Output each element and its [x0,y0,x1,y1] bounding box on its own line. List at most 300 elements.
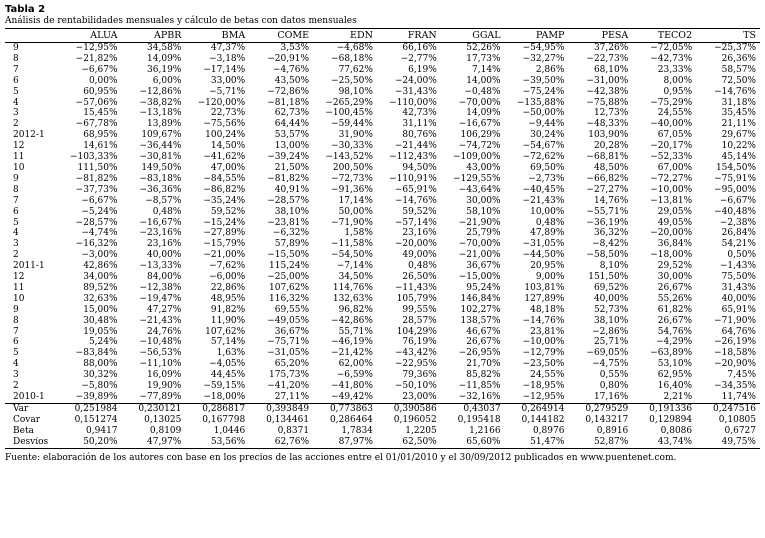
table-cell: 49,75% [696,437,760,448]
table-cell: 0,00% [88,75,118,86]
table-cell: −4,05% [209,359,246,370]
table-cell: 107,62% [205,326,246,337]
table-cell: 0,144182 [521,414,565,425]
returns-table [5,28,760,449]
row-label: 4 [13,359,19,370]
table-cell: −25,37% [714,43,756,53]
table-row [5,185,760,196]
table-cell: 55,26% [657,293,693,304]
table-cell: −28,57% [75,217,118,228]
table-cell: −3,18% [209,53,246,64]
table-cell: −22,95% [394,359,437,370]
table-cell: 0,286464 [329,414,373,425]
row-label: 8 [13,53,19,64]
row-label: 10 [13,162,25,173]
table-cell: 3,53% [280,43,310,53]
table-cell: 48,18% [530,304,565,315]
table-row [5,294,760,305]
table-cell: −49,42% [331,392,373,402]
table-cell: 53,57% [274,130,310,141]
table-row [5,207,760,218]
row-label: 4 [13,97,19,108]
table-cell: 69,52% [593,282,629,293]
table-cell: 154,50% [715,162,756,173]
table-row [5,381,760,392]
table-cell: 0,393849 [249,403,313,414]
row-label: 12 [13,141,25,152]
table-cell: −8,42% [592,239,629,250]
table-cell: 88,00% [83,359,118,370]
table-cell: −52,33% [650,152,693,163]
table-cell: 54,76% [657,326,693,337]
table-cell: 42,73% [402,108,437,119]
table-cell: 103,90% [588,130,629,141]
table-row [5,163,760,174]
table-cell: 0,95% [663,86,693,97]
table-cell: 10,22% [721,141,756,152]
table-cell: 5,24% [88,337,118,348]
table-cell: 66,16% [402,43,437,53]
table-cell: −21,42% [331,348,373,359]
table-cell: −40,45% [522,184,565,195]
table-cell: −25,50% [331,75,373,86]
header-apbr: APBR [122,29,186,43]
table-cell: −36,44% [139,141,182,152]
row-label: 7 [13,64,19,75]
table-cell: −18,00% [203,392,246,402]
table-cell: 15,45% [83,108,118,119]
table-cell: −23,16% [139,228,182,239]
table-cell: 46,67% [466,326,501,337]
table-row [5,370,760,381]
row-label: Var [5,403,58,414]
table-cell: 7,14% [472,64,501,75]
table-cell: −69,05% [586,348,629,359]
table-cell: 32,63% [83,293,118,304]
table-cell: −26,95% [458,348,501,359]
table-cell: −81,82% [267,173,310,184]
table-cell: 30,24% [530,130,565,141]
table-cell: 0,264914 [505,403,569,414]
table-cell: 14,50% [210,141,246,152]
table-cell: 21,11% [721,119,756,130]
table-cell: 0,195418 [457,414,501,425]
table-cell: 23,33% [657,64,693,75]
table-cell: −6,67% [81,195,118,206]
table-cell: 1,0446 [213,425,246,436]
table-cell: −59,44% [331,119,373,130]
table-cell: 151,50% [588,272,629,283]
table-cell: 62,76% [249,437,313,448]
row-label: 9 [13,304,19,315]
header-fran: FRAN [377,29,441,43]
table-cell: 0,48% [408,261,437,272]
table-cell: 99,55% [402,304,437,315]
table-cell: 107,62% [269,282,310,293]
table-cell: −6,59% [336,370,373,381]
table-cell: −112,43% [389,152,437,163]
table-cell: 127,89% [524,293,565,304]
table-cell: 31,90% [338,130,373,141]
table-cell: 98,10% [338,86,373,97]
table-cell: 49,00% [402,250,437,261]
table-cell: −2,77% [400,53,437,64]
table-cell: 67,00% [657,162,693,173]
table-cell: −12,95% [522,392,565,402]
table-row [5,348,760,359]
table-cell: −30,81% [139,152,182,163]
table-cell: −12,95% [75,43,118,53]
table-row [5,98,760,109]
table-cell: −72,86% [267,86,310,97]
table-cell: 13,89% [147,119,182,130]
table-cell: 13,00% [274,141,310,152]
table-cell: 0,230121 [122,403,186,414]
table-cell: −72,05% [650,43,693,53]
table-cell: −14,76% [714,86,756,97]
table-row [5,130,760,141]
table-cell: 24,76% [147,326,182,337]
table-cell: 0,8976 [532,425,565,436]
table-cell: −20,90% [714,359,756,370]
table-cell: 40,00% [147,250,182,261]
table-cell: −9,44% [528,119,565,130]
table-cell: 2,21% [663,392,693,402]
table-row [5,283,760,294]
table-cell: −5,71% [209,86,246,97]
table-cell: −8,57% [145,195,182,206]
table-cell: 53,10% [657,359,693,370]
row-label: 7 [13,326,19,337]
table-cell: −5,24% [81,206,118,217]
table-cell: −75,91% [714,173,756,184]
table-cell: −56,53% [139,348,182,359]
table-cell: 47,00% [210,162,246,173]
table-cell: −11,43% [394,282,437,293]
table-cell: 52,73% [593,304,629,315]
table-cell: −57,06% [75,97,118,108]
table-cell: −31,05% [522,239,565,250]
table-cell: −41,20% [267,381,310,392]
table-cell: −50,00% [522,108,565,119]
table-row [5,141,760,152]
stats-row [5,437,760,448]
table-cell: 96,82% [338,304,373,315]
table-cell: 47,27% [147,304,182,315]
table-cell: 25,79% [466,228,501,239]
table-cell: 91,82% [210,304,246,315]
row-label: 6 [13,206,19,217]
table-cell: 111,50% [77,162,118,173]
row-label: 5 [13,217,19,228]
table-cell: −21,43% [522,195,565,206]
table-cell: 50,20% [58,437,122,448]
table-cell: 20,28% [593,141,629,152]
table-cell: 37,26% [593,43,629,53]
table-cell: 20,95% [530,261,565,272]
table-cell: −18,58% [714,348,756,359]
table-cell: 30,48% [83,315,118,326]
table-cell: −71,90% [331,217,373,228]
table-cell: 22,73% [210,108,246,119]
header-alua: ALUA [58,29,122,43]
table-row [5,108,760,119]
table-cell: −31,05% [267,348,310,359]
table-cell: 94,50% [402,162,437,173]
table-cell: 54,21% [721,239,756,250]
table-cell: −54,67% [522,141,565,152]
table-cell: 6,19% [408,64,437,75]
table-cell: 0,773863 [313,403,377,414]
table-row [5,337,760,348]
table-cell: 1,58% [344,228,373,239]
table-cell: 0,196052 [393,414,437,425]
table-cell: −31,43% [394,86,437,97]
table-cell: −27,89% [203,228,246,239]
table-cell: 7,45% [727,370,756,381]
table-cell: 38,10% [274,206,310,217]
table-cell: −54,95% [522,43,565,53]
table-cell: 26,67% [657,315,693,326]
table-cell: 57,89% [274,239,310,250]
table-cell: 29,52% [657,261,693,272]
row-label: 2 [13,119,19,130]
table-cell: 45,14% [721,152,756,163]
table-row [5,305,760,316]
header-ts: TS [696,29,760,43]
table-cell: 36,84% [657,239,693,250]
table-cell: −86,82% [203,184,246,195]
table-cell: −71,90% [714,315,756,326]
table-cell: 26,84% [721,228,756,239]
table-cell: 43,74% [632,437,696,448]
table-cell: 51,47% [505,437,569,448]
table-cell: 26,50% [402,272,437,283]
stats-row [5,426,760,437]
table-cell: 15,00% [83,304,118,315]
row-label: 2 [13,381,19,392]
row-label: 6 [13,75,19,86]
table-cell: 36,19% [147,64,182,75]
table-cell: 23,16% [402,228,437,239]
table-cell: 14,76% [593,195,629,206]
table-cell: 21,50% [274,162,310,173]
header-edn: EDN [313,29,377,43]
table-figure [5,4,760,464]
table-cell: 79,36% [402,370,437,381]
table-cell: −13,81% [650,195,693,206]
table-cell: 109,67% [141,130,182,141]
table-row [5,119,760,130]
table-cell: 57,14% [210,337,246,348]
table-cell: −70,00% [458,97,501,108]
table-cell: 36,67% [274,326,310,337]
table-cell: 65,60% [441,437,505,448]
table-cell: 62,95% [657,370,693,381]
source-note: Fuente: elaboración de los autores con base en los precios de las acciones entre el 01/01/2010 y el 30/09/2012 publicados en www.puentenet.com. [5,452,677,463]
table-cell: 0,151274 [74,414,118,425]
table-cell: −39,50% [522,75,565,86]
table-cell: 8,10% [599,261,629,272]
table-row [5,87,760,98]
table-cell: 36,32% [593,228,629,239]
table-cell: −6,00% [209,272,246,283]
table-cell: −0,48% [464,86,501,97]
table-cell: 28,57% [402,315,437,326]
table-cell: −110,91% [389,173,437,184]
table-cell: −67,78% [75,119,118,130]
table-row [5,239,760,250]
table-cell: 0,50% [727,250,756,261]
table-cell: −22,73% [586,53,629,64]
table-cell: 106,29% [460,130,501,141]
table-cell: −4,68% [336,43,373,53]
table-cell: −21,44% [394,141,437,152]
table-cell: 0,8371 [277,425,310,436]
table-cell: −27,27% [586,184,629,195]
header-pesa: PESA [568,29,632,43]
table-cell: 68,10% [593,64,629,75]
table-cell: −13,33% [139,261,182,272]
table-row [5,43,760,54]
row-label: 12 [13,272,25,283]
table-cell: −7,14% [336,261,373,272]
table-cell: 2,86% [535,64,565,75]
table-cell: 0,48% [152,206,182,217]
table-cell: −135,88% [516,97,565,108]
table-cell: −40,00% [650,119,693,130]
table-cell: 0,251984 [58,403,122,414]
table-cell: 62,00% [338,359,373,370]
table-cell: −75,71% [267,337,310,348]
table-cell: −100,45% [325,108,373,119]
table-cell: −40,48% [714,206,756,217]
table-cell: 69,55% [274,304,310,315]
table-cell: 67,05% [657,130,693,141]
row-label: 2010-1 [13,392,45,402]
table-cell: −50,10% [394,381,437,392]
table-cell: 29,05% [657,206,693,217]
table-cell: −74,72% [458,141,501,152]
table-row [5,54,760,65]
table-cell: 21,70% [466,359,501,370]
table-cell: 29,67% [721,130,756,141]
table-cell: 11,74% [721,392,756,402]
table-cell: 47,89% [530,228,565,239]
header-bma: BMA [185,29,249,43]
table-cell: 30,32% [83,370,118,381]
table-cell: 26,67% [657,282,693,293]
row-label: 8 [13,184,19,195]
table-cell: −12,86% [139,86,182,97]
table-cell: 17,73% [466,53,501,64]
table-cell: −39,24% [267,152,310,163]
table-cell: 19,05% [83,326,118,337]
table-cell: 0,48% [535,217,565,228]
table-cell: 48,95% [210,293,246,304]
table-cell: −39,89% [75,392,118,402]
table-cell: −34,35% [714,381,756,392]
table-cell: −17,14% [203,64,246,75]
table-cell: 40,00% [721,293,756,304]
table-row [5,218,760,229]
table-cell: −4,76% [272,64,310,75]
table-cell: −32,16% [458,392,501,402]
table-cell: −72,62% [522,152,565,163]
row-label: Covar [13,414,41,425]
table-cell: 0,6727 [724,425,756,436]
table-cell: −1,43% [719,261,756,272]
table-cell: −7,62% [209,261,246,272]
table-cell: −10,00% [650,184,693,195]
table-cell: 64,76% [721,326,756,337]
table-cell: −10,48% [139,337,182,348]
table-cell: 60,95% [83,86,118,97]
table-row [5,65,760,76]
table-cell: −70,00% [458,239,501,250]
table-cell: 33,00% [210,75,246,86]
table-cell: 149,50% [141,162,182,173]
table-cell: −21,43% [139,315,182,326]
table-cell: 65,20% [274,359,310,370]
table-cell: −15,50% [267,250,310,261]
table-cell: 0,191336 [632,403,696,414]
table-cell: −49,05% [267,315,310,326]
table-cell: −81,82% [75,173,118,184]
table-cell: −20,00% [394,239,437,250]
table-cell: 64,44% [274,119,310,130]
table-cell: 34,00% [83,272,118,283]
table-cell: 146,84% [460,293,501,304]
table-cell: 31,18% [721,97,756,108]
table-cell: −12,38% [139,282,182,293]
table-cell: −20,91% [267,53,310,64]
table-row [5,196,760,207]
table-cell: −13,18% [139,108,182,119]
header-pamp: PAMP [505,29,569,43]
table-cell: 175,73% [269,370,310,381]
table-cell: −26,19% [714,337,756,348]
table-cell: 0,8916 [596,425,629,436]
table-cell: 132,63% [332,293,373,304]
table-cell: −28,57% [267,195,310,206]
table-cell: −12,79% [522,348,565,359]
table-cell: −21,00% [458,250,501,261]
table-cell: 62,73% [274,108,310,119]
table-cell: −75,88% [586,97,629,108]
table-cell: 16,09% [147,370,182,381]
table-cell: −36,36% [139,184,182,195]
table-cell: 24,55% [657,108,693,119]
row-label: Beta [13,425,34,436]
table-cell: 47,97% [122,437,186,448]
table-cell: −16,67% [139,217,182,228]
table-cell: −83,84% [75,348,118,359]
table-cell: 53,56% [185,437,249,448]
table-cell: 47,37% [210,43,246,53]
table-cell: −16,32% [75,239,118,250]
table-cell: 23,00% [402,392,437,402]
table-cell: −2,73% [528,173,565,184]
table-cell: 76,19% [402,337,437,348]
stats-row [5,415,760,426]
table-cell: −84,55% [203,173,246,184]
table-cell: −120,00% [197,97,246,108]
row-label: 2011-1 [13,261,45,272]
table-cell: 69,50% [530,162,565,173]
table-cell: 19,90% [147,381,182,392]
table-cell: −72,27% [650,173,693,184]
